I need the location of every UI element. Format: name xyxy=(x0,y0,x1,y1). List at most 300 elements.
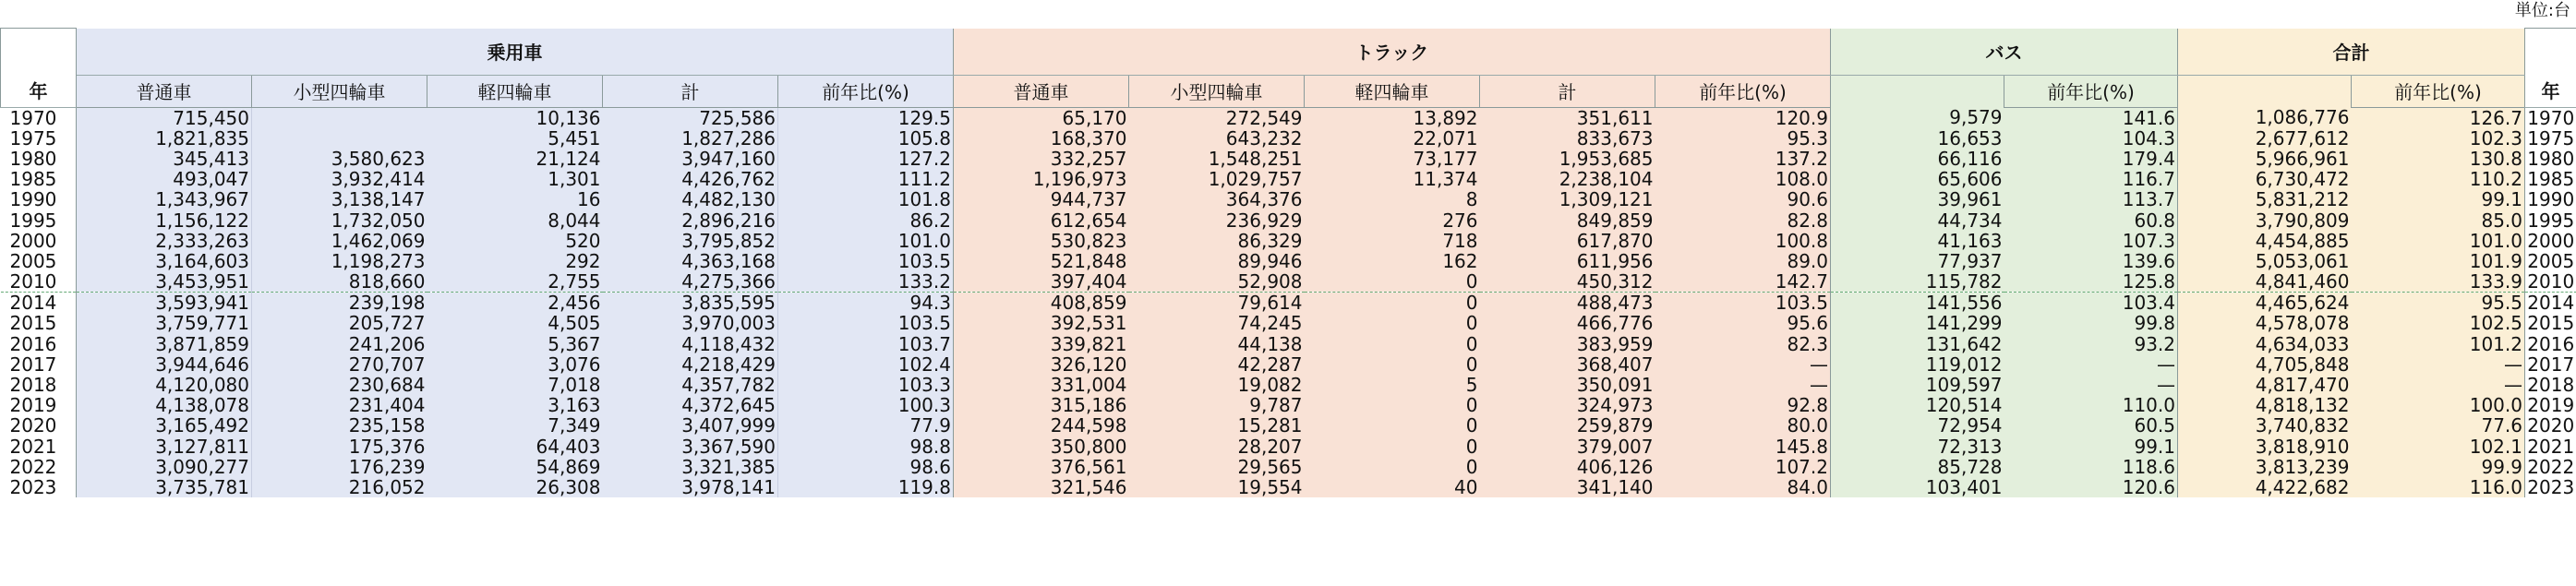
total-count-cell: 4,634,033 xyxy=(2178,334,2352,354)
truck-small-cell: 236,929 xyxy=(1129,209,1305,230)
total-yoy-cell: 99.9 xyxy=(2352,457,2525,477)
bus-count-cell: 85,728 xyxy=(1831,457,2004,477)
total-yoy-cell: 102.5 xyxy=(2352,313,2525,333)
car-yoy-cell: 102.4 xyxy=(778,354,954,375)
truck-subtotal-cell: 849,859 xyxy=(1480,209,1655,230)
total-count-cell: 5,966,961 xyxy=(2178,149,2352,169)
bus-yoy-cell: 93.2 xyxy=(2004,334,2178,354)
row-year: 2000 xyxy=(1,231,77,251)
bus-count-cell: 115,782 xyxy=(1831,271,2004,293)
truck-small-cell: 89,946 xyxy=(1129,251,1305,271)
total-count-cell: 4,705,848 xyxy=(2178,354,2352,375)
header-group-trucks: トラック xyxy=(954,29,1831,76)
total-yoy-cell: 101.0 xyxy=(2352,231,2525,251)
bus-count-cell: 141,299 xyxy=(1831,313,2004,333)
total-count-cell: 1,086,776 xyxy=(2178,107,2352,128)
row-year-right: 1970 xyxy=(2525,107,2576,128)
total-count-cell: 3,818,910 xyxy=(2178,437,2352,457)
truck-subtotal-cell: 488,473 xyxy=(1480,293,1655,314)
truck-subtotal-cell: 368,407 xyxy=(1480,354,1655,375)
car-yoy-cell: 127.2 xyxy=(778,149,954,169)
car-small-cell: 3,932,414 xyxy=(252,169,427,189)
total-yoy-cell: 99.1 xyxy=(2352,189,2525,209)
car-subtotal-cell: 3,321,385 xyxy=(603,457,778,477)
row-year-right: 2016 xyxy=(2525,334,2576,354)
header-total-count xyxy=(2178,75,2352,107)
truck-subtotal-cell: 617,870 xyxy=(1480,231,1655,251)
truck-standard-cell: 168,370 xyxy=(954,128,1129,149)
total-yoy-cell: 110.2 xyxy=(2352,169,2525,189)
truck-yoy-cell: 103.5 xyxy=(1655,293,1831,314)
truck-subtotal-cell: 350,091 xyxy=(1480,375,1655,395)
car-yoy-cell: 98.8 xyxy=(778,437,954,457)
bus-yoy-cell: 60.5 xyxy=(2004,415,2178,436)
row-year: 2014 xyxy=(1,293,77,314)
row-year-right: 2020 xyxy=(2525,415,2576,436)
row-year-right: 2018 xyxy=(2525,375,2576,395)
truck-subtotal-cell: 259,879 xyxy=(1480,415,1655,436)
car-mini-cell: 4,505 xyxy=(427,313,603,333)
car-small-cell: 205,727 xyxy=(252,313,427,333)
car-standard-cell: 1,156,122 xyxy=(77,209,252,230)
car-small-cell: 175,376 xyxy=(252,437,427,457)
car-mini-cell: 21,124 xyxy=(427,149,603,169)
car-small-cell: 239,198 xyxy=(252,293,427,314)
car-small-cell: 1,198,273 xyxy=(252,251,427,271)
table-row xyxy=(1,395,2576,415)
car-small-cell: 216,052 xyxy=(252,477,427,497)
row-year: 1990 xyxy=(1,189,77,209)
truck-yoy-cell: 95.3 xyxy=(1655,128,1831,149)
header-car-subtotal: 計 xyxy=(603,75,778,107)
bus-yoy-cell: — xyxy=(2004,375,2178,395)
table-row xyxy=(1,271,2576,293)
truck-small-cell: 15,281 xyxy=(1129,415,1305,436)
row-year-right: 2019 xyxy=(2525,395,2576,415)
truck-mini-cell: 0 xyxy=(1305,334,1480,354)
truck-standard-cell: 376,561 xyxy=(954,457,1129,477)
row-year: 2023 xyxy=(1,477,77,497)
car-standard-cell: 715,450 xyxy=(77,107,252,128)
header-year-right: 年 xyxy=(2525,29,2576,108)
bus-count-cell: 72,954 xyxy=(1831,415,2004,436)
total-yoy-cell: 133.9 xyxy=(2352,271,2525,293)
header-car-small: 小型四輪車 xyxy=(252,75,427,107)
total-yoy-cell: 95.5 xyxy=(2352,293,2525,314)
total-yoy-cell: 130.8 xyxy=(2352,149,2525,169)
car-mini-cell: 8,044 xyxy=(427,209,603,230)
truck-yoy-cell: — xyxy=(1655,354,1831,375)
unit-label: 単位:台 xyxy=(2514,1,2570,20)
truck-standard-cell: 326,120 xyxy=(954,354,1129,375)
car-mini-cell: 5,451 xyxy=(427,128,603,149)
bus-yoy-cell: — xyxy=(2004,354,2178,375)
truck-mini-cell: 0 xyxy=(1305,271,1480,293)
total-count-cell: 2,677,612 xyxy=(2178,128,2352,149)
total-count-cell: 4,818,132 xyxy=(2178,395,2352,415)
truck-standard-cell: 315,186 xyxy=(954,395,1129,415)
bus-count-cell: 109,597 xyxy=(1831,375,2004,395)
car-small-cell: 3,138,147 xyxy=(252,189,427,209)
row-year: 1980 xyxy=(1,149,77,169)
car-yoy-cell: 86.2 xyxy=(778,209,954,230)
table-row xyxy=(1,189,2576,209)
row-year: 2021 xyxy=(1,437,77,457)
row-year-right: 2021 xyxy=(2525,437,2576,457)
truck-mini-cell: 0 xyxy=(1305,437,1480,457)
truck-yoy-cell: 80.0 xyxy=(1655,415,1831,436)
car-mini-cell: 10,136 xyxy=(427,107,603,128)
total-count-cell: 5,053,061 xyxy=(2178,251,2352,271)
header-car-standard: 普通車 xyxy=(77,75,252,107)
total-yoy-cell: 116.0 xyxy=(2352,477,2525,497)
truck-mini-cell: 13,892 xyxy=(1305,107,1480,128)
car-yoy-cell: 105.8 xyxy=(778,128,954,149)
bus-yoy-cell: 118.6 xyxy=(2004,457,2178,477)
car-yoy-cell: 98.6 xyxy=(778,457,954,477)
bus-yoy-cell: 103.4 xyxy=(2004,293,2178,314)
row-year: 2022 xyxy=(1,457,77,477)
car-yoy-cell: 103.5 xyxy=(778,251,954,271)
production-table xyxy=(0,28,2576,497)
bus-count-cell: 141,556 xyxy=(1831,293,2004,314)
table-row xyxy=(1,457,2576,477)
header-group-buses: バス xyxy=(1831,29,2178,76)
car-subtotal-cell: 4,357,782 xyxy=(603,375,778,395)
car-subtotal-cell: 4,482,130 xyxy=(603,189,778,209)
truck-small-cell: 42,287 xyxy=(1129,354,1305,375)
truck-standard-cell: 65,170 xyxy=(954,107,1129,128)
truck-small-cell: 643,232 xyxy=(1129,128,1305,149)
car-mini-cell: 26,308 xyxy=(427,477,603,497)
truck-standard-cell: 350,800 xyxy=(954,437,1129,457)
bus-yoy-cell: 116.7 xyxy=(2004,169,2178,189)
bus-yoy-cell: 104.3 xyxy=(2004,128,2178,149)
car-mini-cell: 1,301 xyxy=(427,169,603,189)
row-year-right: 2015 xyxy=(2525,313,2576,333)
row-year: 2005 xyxy=(1,251,77,271)
bus-yoy-cell: 125.8 xyxy=(2004,271,2178,293)
header-group-total: 合計 xyxy=(2178,29,2525,76)
car-standard-cell: 3,164,603 xyxy=(77,251,252,271)
car-yoy-cell: 111.2 xyxy=(778,169,954,189)
header-truck-yoy: 前年比(%) xyxy=(1655,75,1831,107)
car-small-cell: 818,660 xyxy=(252,271,427,293)
truck-mini-cell: 162 xyxy=(1305,251,1480,271)
bus-yoy-cell: 99.8 xyxy=(2004,313,2178,333)
row-year: 2016 xyxy=(1,334,77,354)
bus-yoy-cell: 113.7 xyxy=(2004,189,2178,209)
truck-mini-cell: 0 xyxy=(1305,354,1480,375)
truck-small-cell: 1,548,251 xyxy=(1129,149,1305,169)
header-total-yoy: 前年比(%) xyxy=(2352,75,2525,107)
total-yoy-cell: 77.6 xyxy=(2352,415,2525,436)
row-year: 1975 xyxy=(1,128,77,149)
table-row xyxy=(1,415,2576,436)
bus-count-cell: 39,961 xyxy=(1831,189,2004,209)
truck-yoy-cell: 92.8 xyxy=(1655,395,1831,415)
truck-yoy-cell: 145.8 xyxy=(1655,437,1831,457)
car-subtotal-cell: 3,978,141 xyxy=(603,477,778,497)
car-mini-cell: 2,456 xyxy=(427,293,603,314)
truck-standard-cell: 397,404 xyxy=(954,271,1129,293)
car-yoy-cell: 101.8 xyxy=(778,189,954,209)
truck-small-cell: 272,549 xyxy=(1129,107,1305,128)
truck-yoy-cell: 90.6 xyxy=(1655,189,1831,209)
car-yoy-cell: 77.9 xyxy=(778,415,954,436)
truck-standard-cell: 530,823 xyxy=(954,231,1129,251)
row-year-right: 2000 xyxy=(2525,231,2576,251)
bus-yoy-cell: 120.6 xyxy=(2004,477,2178,497)
car-standard-cell: 1,821,835 xyxy=(77,128,252,149)
total-count-cell: 3,813,239 xyxy=(2178,457,2352,477)
truck-subtotal-cell: 341,140 xyxy=(1480,477,1655,497)
truck-mini-cell: 276 xyxy=(1305,209,1480,230)
car-mini-cell: 64,403 xyxy=(427,437,603,457)
bus-yoy-cell: 99.1 xyxy=(2004,437,2178,457)
truck-small-cell: 29,565 xyxy=(1129,457,1305,477)
total-count-cell: 5,831,212 xyxy=(2178,189,2352,209)
car-small-cell xyxy=(252,128,427,149)
car-subtotal-cell: 3,407,999 xyxy=(603,415,778,436)
truck-small-cell: 79,614 xyxy=(1129,293,1305,314)
bus-count-cell: 65,606 xyxy=(1831,169,2004,189)
bus-count-cell: 72,313 xyxy=(1831,437,2004,457)
car-yoy-cell: 100.3 xyxy=(778,395,954,415)
row-year: 2018 xyxy=(1,375,77,395)
bus-yoy-cell: 179.4 xyxy=(2004,149,2178,169)
car-small-cell: 241,206 xyxy=(252,334,427,354)
total-count-cell: 6,730,472 xyxy=(2178,169,2352,189)
total-count-cell: 4,841,460 xyxy=(2178,271,2352,293)
total-yoy-cell: 85.0 xyxy=(2352,209,2525,230)
bus-count-cell: 41,163 xyxy=(1831,231,2004,251)
truck-yoy-cell: 107.2 xyxy=(1655,457,1831,477)
car-small-cell: 1,732,050 xyxy=(252,209,427,230)
truck-standard-cell: 392,531 xyxy=(954,313,1129,333)
car-small-cell: 270,707 xyxy=(252,354,427,375)
car-subtotal-cell: 4,118,432 xyxy=(603,334,778,354)
row-year: 2017 xyxy=(1,354,77,375)
truck-small-cell: 19,554 xyxy=(1129,477,1305,497)
truck-mini-cell: 11,374 xyxy=(1305,169,1480,189)
truck-mini-cell: 0 xyxy=(1305,313,1480,333)
car-standard-cell: 3,735,781 xyxy=(77,477,252,497)
truck-standard-cell: 521,848 xyxy=(954,251,1129,271)
total-count-cell: 4,454,885 xyxy=(2178,231,2352,251)
total-yoy-cell: — xyxy=(2352,375,2525,395)
car-yoy-cell: 101.0 xyxy=(778,231,954,251)
header-truck-subtotal: 計 xyxy=(1480,75,1655,107)
truck-standard-cell: 408,859 xyxy=(954,293,1129,314)
truck-yoy-cell: 100.8 xyxy=(1655,231,1831,251)
car-yoy-cell: 103.5 xyxy=(778,313,954,333)
truck-mini-cell: 0 xyxy=(1305,415,1480,436)
truck-mini-cell: 0 xyxy=(1305,457,1480,477)
car-subtotal-cell: 3,835,595 xyxy=(603,293,778,314)
car-standard-cell: 4,120,080 xyxy=(77,375,252,395)
truck-yoy-cell: — xyxy=(1655,375,1831,395)
bus-yoy-cell: 107.3 xyxy=(2004,231,2178,251)
total-count-cell: 3,740,832 xyxy=(2178,415,2352,436)
car-standard-cell: 3,871,859 xyxy=(77,334,252,354)
car-small-cell: 3,580,623 xyxy=(252,149,427,169)
car-mini-cell: 3,076 xyxy=(427,354,603,375)
bus-count-cell: 103,401 xyxy=(1831,477,2004,497)
table-row xyxy=(1,107,2576,128)
header-year-left: 年 xyxy=(1,29,77,108)
truck-yoy-cell: 108.0 xyxy=(1655,169,1831,189)
row-year-right: 1975 xyxy=(2525,128,2576,149)
car-subtotal-cell: 1,827,286 xyxy=(603,128,778,149)
truck-yoy-cell: 82.8 xyxy=(1655,209,1831,230)
car-mini-cell: 520 xyxy=(427,231,603,251)
row-year-right: 2014 xyxy=(2525,293,2576,314)
truck-yoy-cell: 120.9 xyxy=(1655,107,1831,128)
truck-subtotal-cell: 324,973 xyxy=(1480,395,1655,415)
table-row xyxy=(1,231,2576,251)
car-standard-cell: 4,138,078 xyxy=(77,395,252,415)
car-mini-cell: 54,869 xyxy=(427,457,603,477)
header-bus-count xyxy=(1831,75,2004,107)
total-count-cell: 4,817,470 xyxy=(2178,375,2352,395)
truck-standard-cell: 944,737 xyxy=(954,189,1129,209)
total-yoy-cell: 102.3 xyxy=(2352,128,2525,149)
truck-small-cell: 86,329 xyxy=(1129,231,1305,251)
car-subtotal-cell: 4,426,762 xyxy=(603,169,778,189)
truck-subtotal-cell: 466,776 xyxy=(1480,313,1655,333)
total-yoy-cell: 100.0 xyxy=(2352,395,2525,415)
row-year: 1995 xyxy=(1,209,77,230)
car-standard-cell: 3,593,941 xyxy=(77,293,252,314)
total-yoy-cell: 101.9 xyxy=(2352,251,2525,271)
bus-yoy-cell: 60.8 xyxy=(2004,209,2178,230)
total-count-cell: 4,578,078 xyxy=(2178,313,2352,333)
table-row xyxy=(1,334,2576,354)
truck-subtotal-cell: 2,238,104 xyxy=(1480,169,1655,189)
truck-subtotal-cell: 1,953,685 xyxy=(1480,149,1655,169)
bus-count-cell: 131,642 xyxy=(1831,334,2004,354)
car-yoy-cell: 133.2 xyxy=(778,271,954,293)
row-year: 2020 xyxy=(1,415,77,436)
car-mini-cell: 3,163 xyxy=(427,395,603,415)
truck-small-cell: 1,029,757 xyxy=(1129,169,1305,189)
car-standard-cell: 345,413 xyxy=(77,149,252,169)
truck-subtotal-cell: 1,309,121 xyxy=(1480,189,1655,209)
truck-mini-cell: 22,071 xyxy=(1305,128,1480,149)
row-year: 1970 xyxy=(1,107,77,128)
car-subtotal-cell: 3,947,160 xyxy=(603,149,778,169)
bus-count-cell: 16,653 xyxy=(1831,128,2004,149)
header-truck-standard: 普通車 xyxy=(954,75,1129,107)
truck-mini-cell: 40 xyxy=(1305,477,1480,497)
truck-yoy-cell: 142.7 xyxy=(1655,271,1831,293)
car-subtotal-cell: 4,372,645 xyxy=(603,395,778,415)
row-year: 2019 xyxy=(1,395,77,415)
truck-subtotal-cell: 351,611 xyxy=(1480,107,1655,128)
car-subtotal-cell: 4,275,366 xyxy=(603,271,778,293)
row-year-right: 1995 xyxy=(2525,209,2576,230)
car-yoy-cell: 103.7 xyxy=(778,334,954,354)
bus-count-cell: 44,734 xyxy=(1831,209,2004,230)
truck-mini-cell: 718 xyxy=(1305,231,1480,251)
truck-mini-cell: 5 xyxy=(1305,375,1480,395)
car-yoy-cell: 103.3 xyxy=(778,375,954,395)
row-year-right: 2023 xyxy=(2525,477,2576,497)
car-mini-cell: 5,367 xyxy=(427,334,603,354)
car-small-cell: 231,404 xyxy=(252,395,427,415)
truck-small-cell: 9,787 xyxy=(1129,395,1305,415)
table-row xyxy=(1,149,2576,169)
car-subtotal-cell: 3,367,590 xyxy=(603,437,778,457)
car-subtotal-cell: 3,795,852 xyxy=(603,231,778,251)
bus-count-cell: 120,514 xyxy=(1831,395,2004,415)
truck-small-cell: 28,207 xyxy=(1129,437,1305,457)
table-row xyxy=(1,313,2576,333)
car-yoy-cell: 129.5 xyxy=(778,107,954,128)
table-row xyxy=(1,375,2576,395)
bus-yoy-cell: 141.6 xyxy=(2004,107,2178,128)
bus-count-cell: 119,012 xyxy=(1831,354,2004,375)
truck-mini-cell: 0 xyxy=(1305,293,1480,314)
car-subtotal-cell: 4,218,429 xyxy=(603,354,778,375)
row-year: 1985 xyxy=(1,169,77,189)
row-year-right: 1990 xyxy=(2525,189,2576,209)
truck-yoy-cell: 84.0 xyxy=(1655,477,1831,497)
truck-yoy-cell: 89.0 xyxy=(1655,251,1831,271)
truck-standard-cell: 332,257 xyxy=(954,149,1129,169)
truck-yoy-cell: 137.2 xyxy=(1655,149,1831,169)
table-row xyxy=(1,437,2576,457)
row-year-right: 1985 xyxy=(2525,169,2576,189)
car-subtotal-cell: 725,586 xyxy=(603,107,778,128)
car-standard-cell: 493,047 xyxy=(77,169,252,189)
car-standard-cell: 1,343,967 xyxy=(77,189,252,209)
car-standard-cell: 3,944,646 xyxy=(77,354,252,375)
car-yoy-cell: 94.3 xyxy=(778,293,954,314)
table-row xyxy=(1,128,2576,149)
car-subtotal-cell: 2,896,216 xyxy=(603,209,778,230)
bus-yoy-cell: 110.0 xyxy=(2004,395,2178,415)
car-small-cell: 230,684 xyxy=(252,375,427,395)
truck-yoy-cell: 95.6 xyxy=(1655,313,1831,333)
truck-subtotal-cell: 379,007 xyxy=(1480,437,1655,457)
total-yoy-cell: 126.7 xyxy=(2352,107,2525,128)
truck-standard-cell: 244,598 xyxy=(954,415,1129,436)
table-row xyxy=(1,293,2576,314)
car-mini-cell: 2,755 xyxy=(427,271,603,293)
car-standard-cell: 3,453,951 xyxy=(77,271,252,293)
car-mini-cell: 7,349 xyxy=(427,415,603,436)
car-small-cell: 176,239 xyxy=(252,457,427,477)
header-bus-yoy: 前年比(%) xyxy=(2004,75,2178,107)
car-subtotal-cell: 3,970,003 xyxy=(603,313,778,333)
truck-mini-cell: 0 xyxy=(1305,395,1480,415)
car-mini-cell: 292 xyxy=(427,251,603,271)
table-body xyxy=(1,107,2576,497)
row-year: 2010 xyxy=(1,271,77,293)
bus-count-cell: 77,937 xyxy=(1831,251,2004,271)
total-yoy-cell: 101.2 xyxy=(2352,334,2525,354)
truck-mini-cell: 73,177 xyxy=(1305,149,1480,169)
car-subtotal-cell: 4,363,168 xyxy=(603,251,778,271)
row-year: 2015 xyxy=(1,313,77,333)
table-row xyxy=(1,477,2576,497)
car-standard-cell: 3,759,771 xyxy=(77,313,252,333)
row-year-right: 2022 xyxy=(2525,457,2576,477)
truck-small-cell: 364,376 xyxy=(1129,189,1305,209)
truck-subtotal-cell: 406,126 xyxy=(1480,457,1655,477)
